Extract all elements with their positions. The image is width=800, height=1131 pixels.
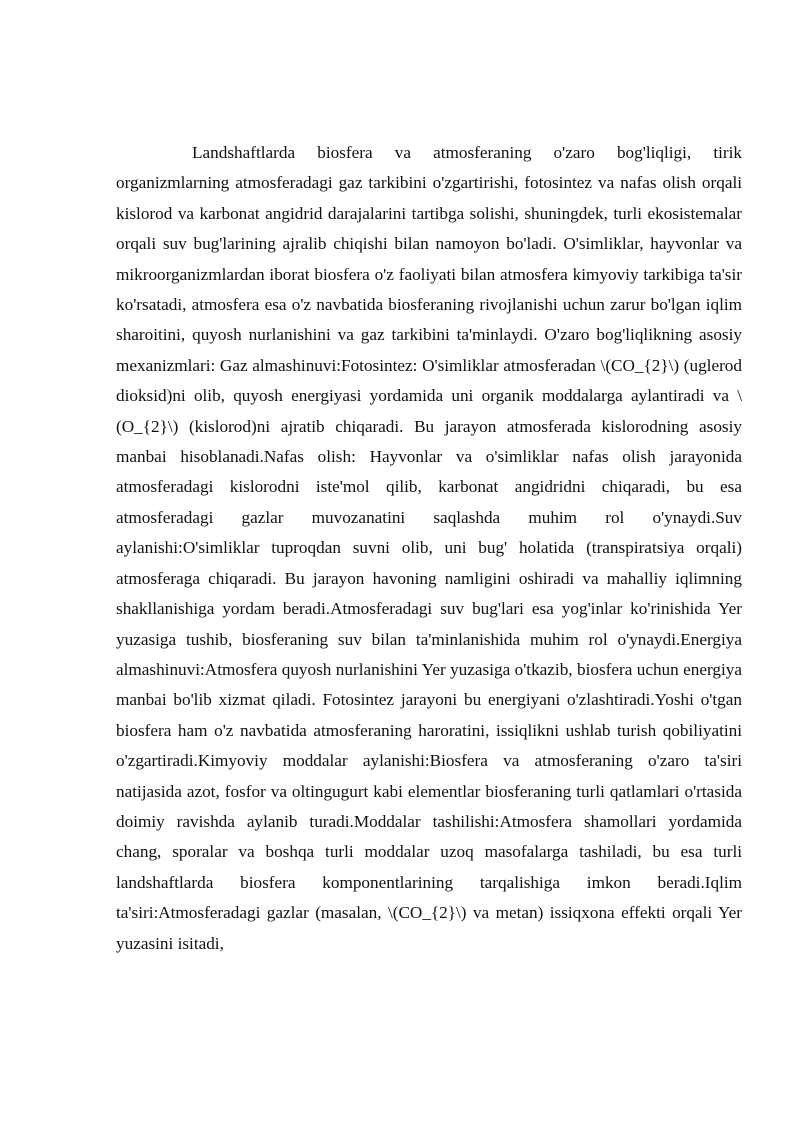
body-paragraph: Landshaftlarda biosfera va atmosferaning o'zaro bog'liqligi, tirik organizmlarning atmosferadagi gaz tarkibini o'zgartirishi, fotosintez va nafas olish orqali kislorod va karbonat angidrid darajalarini tartibga solishi, shuningdek, turli ekosistemalar orqali suv bug'larining ajralib chiqishi bilan namoyon bo'ladi. O'simliklar, hayvonlar va mikroorganizmlardan iborat biosfera o'z faoliyati bilan atmosfera kimyoviy tarkibiga ta'sir ko'rsatadi, atmosfera esa o'z navbatida biosferaning rivojlanishi uchun zarur bo'lgan iqlim sharoitini, quyosh nurlanishini va gaz tarkibini ta'minlaydi. O'zaro bog'liqlikning asosiy mexanizmlari: Gaz almashinuvi:Fotosintez: O'simliklar atmosferadan \(CO_{2}\) (uglerod dioksid)ni olib, quyosh energiyasi yordamida uni organik moddalarga aylantiradi va \(O_{2}\) (kislorod)ni ajratib chiqaradi. Bu jarayon atmosferada kislorodning asosiy manbai hisoblanadi.Nafas olish: Hayvonlar va o'simliklar nafas olish jarayonida atmosferadagi kislorodni iste'mol qilib, karbonat angidridni chiqaradi, bu esa atmosferadagi gazlar muvozanatini saqlashda muhim rol o'ynaydi.Suv aylanishi:O'simliklar tuproqdan suvni olib, uni bug' holatida (transpiratsiya orqali) atmosferaga chiqaradi. Bu jarayon havoning namligini oshiradi va mahalliy iqlimning shakllanishiga yordam beradi.Atmosferadagi suv bug'lari esa yog'inlar ko'rinishida Yer yuzasiga tushib, biosferaning suv bilan ta'minlanishida muhim rol o'ynaydi.Energiya almashinuvi:Atmosfera quyosh nurlanishini Yer yuzasiga o'tkazib, biosfera uchun energiya manbai bo'lib xizmat qiladi. Fotosintez jarayoni bu energiyani o'zlashtiradi.Yoshi o'tgan biosfera ham o'z navbatida atmosferaning haroratini, issiqlikni ushlab turish qobiliyatini o'zgartiradi.Kimyoviy moddalar aylanishi:Biosfera va atmosferaning o'zaro ta'siri natijasida azot, fosfor va oltingugurt kabi elementlar biosferaning turli qatlamlari o'rtasida doimiy ravishda aylanib turadi.Moddalar tashilishi:Atmosfera shamollari yordamida chang, sporalar va boshqa turli moddalar uzoq masofalarga tashiladi, bu esa turli landshaftlarda biosfera komponentlarining tarqalishiga imkon beradi.Iqlim ta'siri:Atmosferadagi gazlar (masalan, \(CO_{2}\) va metan) issiqxona effekti orqali Yer yuzasini isitadi, xyxy=(116,143,742,953)
